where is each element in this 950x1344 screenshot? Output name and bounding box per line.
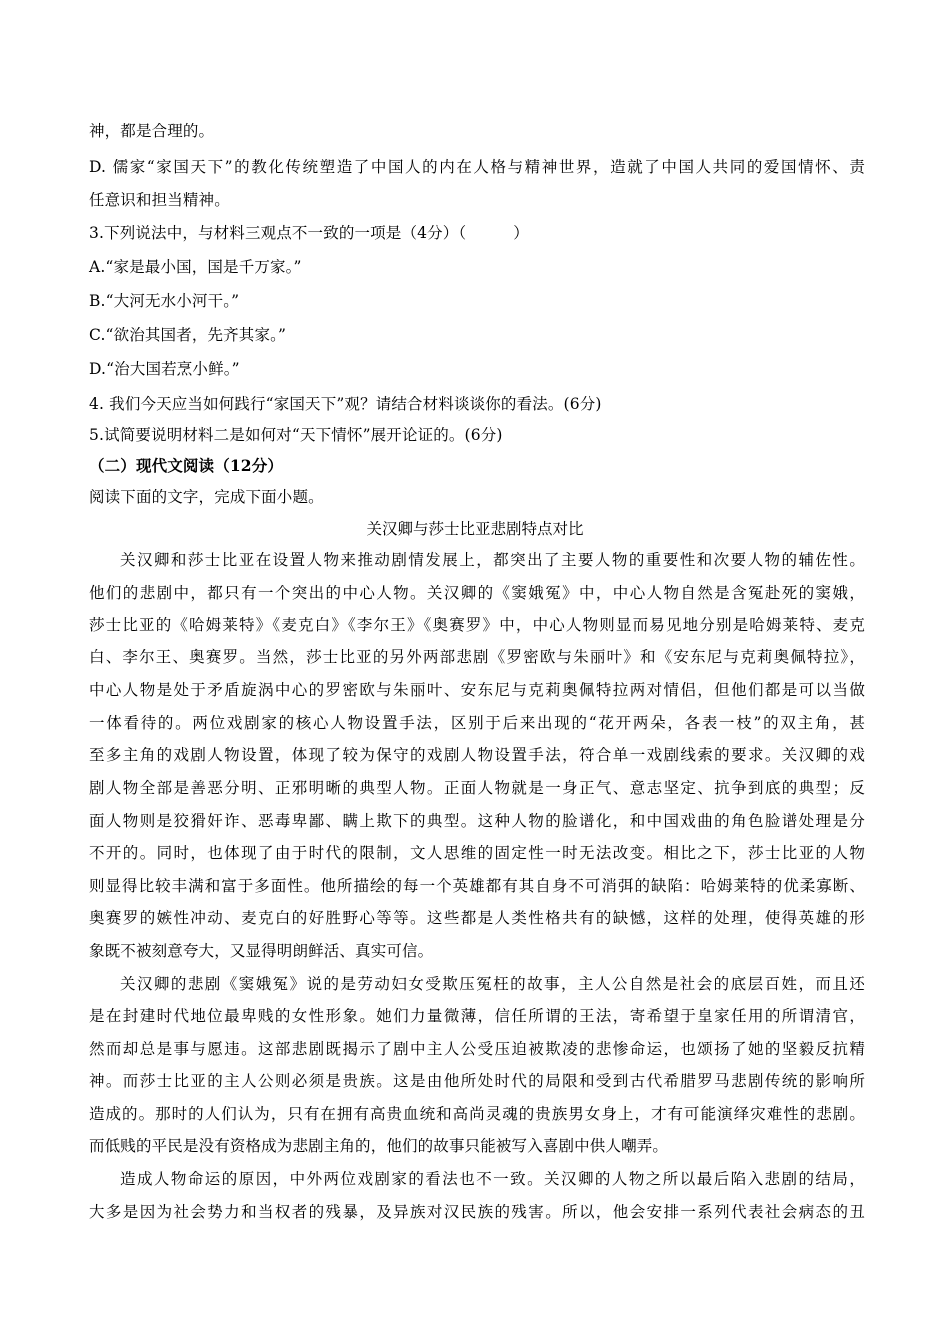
question-5: 5.试简要说明材料二是如何对“天下情怀”展开论证的。(6分)	[89, 426, 503, 444]
paragraph-1-line: 剧人物全部是善恶分明、正邪明晰的典型人物。正面人物就是一身正气、意志坚定、抗争到底的典型；反	[89, 779, 865, 797]
paragraph-1-line: 则显得比较丰满和富于多面性。他所描绘的每一个英雄都有其自身不可消弭的缺陷：哈姆莱特的优柔寡断、	[89, 877, 865, 895]
paragraph-2-line: 然而却总是事与愿违。这部悲剧既揭示了剧中主人公受压迫被欺凌的悲惨命运，也颂扬了她的坚毅反抗精	[89, 1040, 865, 1058]
paragraph-3-line: 造成人物命运的原因，中外两位戏剧家的看法也不一致。关汉卿的人物之所以最后陷入悲剧的结局，	[120, 1170, 865, 1188]
option-b: B.“大河无水小河干。”	[89, 292, 240, 310]
instruction-text: 阅读下面的文字，完成下面小题。	[89, 488, 324, 506]
option-d-line: D. 儒家“家国天下”的教化传统塑造了中国人的内在人格与精神世界，造就了中国人共同的爱国情怀、责	[89, 158, 865, 176]
paragraph-1-line: 中心人物是处于矛盾旋涡中心的罗密欧与朱丽叶、安东尼与克莉奥佩特拉两对情侣，但他们都是可以当做	[89, 681, 865, 699]
paragraph-2-line: 是在封建时代地位最卑贱的女性形象。她们力量微薄，信任所谓的王法，寄希望于皇家任用的所谓清官，	[89, 1007, 865, 1025]
paragraph-1-line: 一体看待的。两位戏剧家的核心人物设置手法，区别于后来出现的“花开两朵，各表一枝”的双主角，甚	[89, 714, 865, 732]
option-a: A.“家是最小国，国是千万家。”	[89, 258, 302, 276]
paragraph-1-line: 他们的悲剧中，都只有一个突出的中心人物。关汉卿的《窦娥冤》中，中心人物自然是含冤赴死的窦娥，	[89, 584, 865, 602]
paragraph-1-line: 白、李尔王、奥赛罗。当然，莎士比亚的另外两部悲剧《罗密欧与朱丽叶》和《安东尼与克莉奥佩特拉》，	[89, 648, 865, 666]
option-c: C.“欲治其国者，先齐其家。”	[89, 326, 287, 344]
paragraph-1-line: 面人物则是狡猾奸诈、恶毒卑鄙、瞒上欺下的典型。这种人物的脸谱化，和中国戏曲的角色脸谱处理是分	[89, 812, 865, 830]
paragraph-1-line: 关汉卿和莎士比亚在设置人物来推动剧情发展上，都突出了主要人物的重要性和次要人物的辅佐性。	[120, 551, 865, 569]
paragraph-2-line: 而低贱的平民是没有资格成为悲剧主角的，他们的故事只能被写入喜剧中供人嘲弄。	[89, 1137, 669, 1155]
paragraph-1-line: 不开的。同时，也体现了由于时代的限制，文人思维的固定性一时无法改变。相比之下，莎士比亚的人物	[89, 844, 865, 862]
paragraph-2-line: 神。而莎士比亚的主人公则必须是贵族。这是由他所处时代的局限和受到古代希腊罗马悲剧传统的影响所	[89, 1072, 865, 1090]
paragraph-1-line: 莎士比亚的《哈姆莱特》《麦克白》《李尔王》《奥赛罗》中，中心人物则显而易见地分别是哈姆莱特、麦克	[89, 616, 865, 634]
question-3: 3.下列说法中，与材料三观点不一致的一项是（4分）（ ）	[89, 224, 529, 242]
question-4: 4. 我们今天应当如何践行“家国天下”观？请结合材料谈谈你的看法。(6分)	[89, 395, 602, 413]
paragraph-1-line: 奥赛罗的嫉性冲动、麦克白的好胜野心等等。这些都是人类性格共有的缺憾，这样的处理，使得英雄的形	[89, 909, 865, 927]
option-d: D.“治大国若烹小鲜。”	[89, 360, 240, 378]
paragraph-2-line: 造成的。那时的人们认为，只有在拥有高贵血统和高尚灵魂的贵族男女身上，才有可能演绎灾难性的悲剧。	[89, 1105, 865, 1123]
section-heading: （二）现代文阅读（12分）	[89, 456, 284, 475]
paragraph-1-line: 至多主角的戏剧人物设置，体现了较为保守的戏剧人物设置手法，符合单一戏剧线索的要求。关汉卿的戏	[89, 746, 865, 764]
text-line: 任意识和担当精神。	[89, 191, 230, 209]
paragraph-1-line: 象既不被刻意夸大，又显得明朗鲜活、真实可信。	[89, 942, 434, 960]
paragraph-3-line: 大多是因为社会势力和当权者的残暴，及异族对汉民族的残害。所以，他会安排一系列代表社会病态的丑	[89, 1203, 865, 1221]
text-line: 神，都是合理的。	[89, 122, 215, 140]
paragraph-2-line: 关汉卿的悲剧《窦娥冤》说的是劳动妇女受欺压冤枉的故事，主人公自然是社会的底层百姓，而且还	[120, 975, 865, 993]
article-title: 关汉卿与莎士比亚悲剧特点对比	[366, 520, 584, 538]
